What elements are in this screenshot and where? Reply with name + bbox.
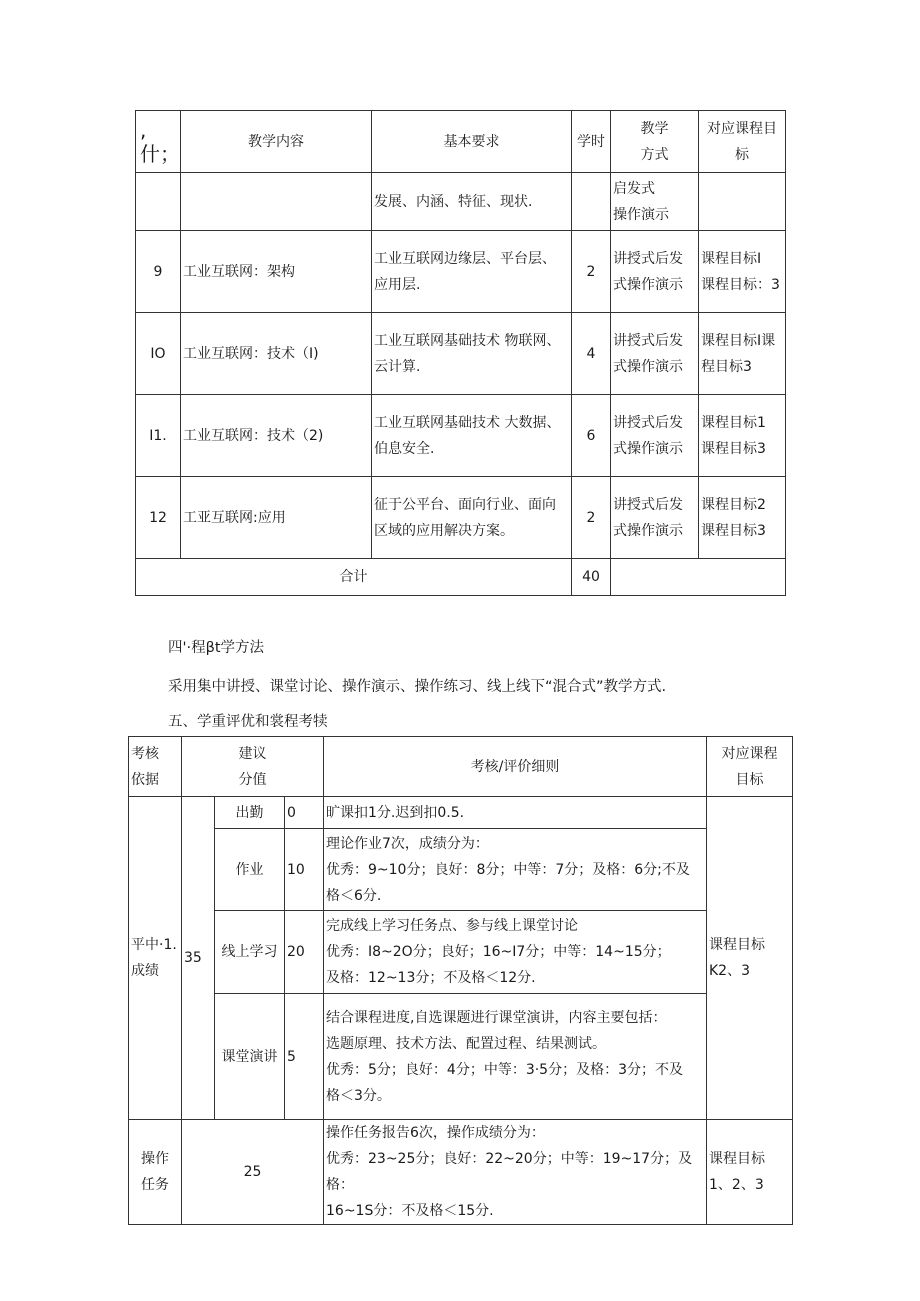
method-header: 教学 方式 (611, 111, 699, 173)
operation-score: 25 (182, 1120, 324, 1225)
table-row (136, 231, 786, 313)
teaching-content-table (135, 110, 786, 596)
total-hours: 40 (572, 559, 611, 596)
table-row (136, 173, 786, 231)
row-requirement: 工业互联网边缘层、平台层、 应用层. (372, 231, 572, 313)
table-row (129, 1120, 793, 1225)
row-goal: 课程目标I 课程目标：3 (699, 231, 786, 313)
row-requirement: 征于公平台、面向行业、面向 区域的应用解决方案。 (372, 477, 572, 559)
item-score: 10 (285, 829, 324, 911)
item-name: 线上学习 (215, 911, 285, 994)
row-content: 工业互联网：架构 (181, 231, 372, 313)
item-name: 出勤 (215, 797, 285, 829)
operation-goal: 课程目标 1、2、3 (707, 1120, 793, 1225)
row-hours: 6 (572, 395, 611, 477)
row-content: 工业互联网：技术（2) (181, 395, 372, 477)
row-goal: 课程目标2 课程目标3 (699, 477, 786, 559)
row-requirement: 工业互联网基础技术 物联网、 云计算. (372, 313, 572, 395)
item-name: 作业 (215, 829, 285, 911)
row-seq: I1. (136, 395, 181, 477)
goal-header: 对应课程 目标 (707, 737, 793, 797)
row-method: 讲授式后发 式操作演示 (611, 395, 699, 477)
row-goal: 课程目标I课 程目标3 (699, 313, 786, 395)
hours-header: 学时 (572, 111, 611, 173)
item-rule: 结合课程进度,自选课题进行课堂演讲，内容主要包括： 选题原理、技术方法、配置过程、结果测试。 优秀：5分；良好：4分；中等：3·5分；及格：3分；不及 格＜3分。 (324, 994, 707, 1120)
table-row (136, 395, 786, 477)
item-rule: 理论作业7次，成绩分为： 优秀：9~10分；良好：8分；中等：7分；及格：6分;不及 格＜6分. (324, 829, 707, 911)
regular-score-basis: 平中·1. 成绩 (129, 797, 182, 1120)
goal-header: 对应课程目 标 (699, 111, 786, 173)
row-content: 工业互联网：技术（I) (181, 313, 372, 395)
table-row (136, 477, 786, 559)
table-header-row (136, 111, 786, 173)
total-label: 合计 (136, 559, 572, 596)
rule-header: 考核/评价细则 (324, 737, 707, 797)
row-content (181, 173, 372, 231)
row-seq: 12 (136, 477, 181, 559)
row-hours (572, 173, 611, 231)
item-rule: 完成线上学习任务点、参与线上课堂讨论 优秀：I8~2O分；良好；16~I7分；中等：14~15分； 及格：12~13分；不及格＜12分. (324, 911, 707, 994)
assessment-table (128, 736, 793, 1225)
row-method: 讲授式后发 式操作演示 (611, 477, 699, 559)
total-row (136, 559, 786, 596)
table-header-row (129, 737, 793, 797)
row-hours: 2 (572, 477, 611, 559)
row-hours: 4 (572, 313, 611, 395)
item-score: 0 (285, 797, 324, 829)
item-name: 课堂演讲 (215, 994, 285, 1120)
requirement-header: 基本要求 (372, 111, 572, 173)
row-method: 讲授式后发 式操作演示 (611, 231, 699, 313)
item-score: 5 (285, 994, 324, 1120)
table-row (136, 313, 786, 395)
table-row (129, 911, 793, 994)
row-method: 启发式 操作演示 (611, 173, 699, 231)
row-hours: 2 (572, 231, 611, 313)
regular-score-goal: 课程目标 K2、3 (707, 797, 793, 1120)
row-requirement: 工业互联网基础技术 大数据、 伯息安全. (372, 395, 572, 477)
row-goal (699, 173, 786, 231)
total-empty (611, 559, 786, 596)
seq-header: , 什； (136, 111, 181, 173)
basis-header: 考核 依据 (129, 737, 182, 797)
section5-heading: 五、学重评优和裳程考犊 (168, 714, 328, 730)
operation-basis: 操作 任务 (129, 1120, 182, 1225)
table-row (129, 994, 793, 1120)
content-header: 教学内容 (181, 111, 372, 173)
section4-body: 采用集中讲授、课堂讨论、操作演示、操作练习、线上线下“混合式”教学方式. (168, 679, 667, 695)
row-seq: IO (136, 313, 181, 395)
item-rule: 旷课扣1分.迟到扣0.5. (324, 797, 707, 829)
operation-rule: 操作任务报告6次，操作成绩分为： 优秀：23~25分；良好：22~20分；中等：19~17分；及格： 16~1S分：不及格＜15分. (324, 1120, 707, 1225)
table-row (129, 797, 793, 829)
item-score: 20 (285, 911, 324, 994)
row-seq (136, 173, 181, 231)
section4-heading: 四'·程βt学方法 (168, 640, 265, 656)
row-method: 讲授式后发 式操作演示 (611, 313, 699, 395)
row-goal: 课程目标1 课程目标3 (699, 395, 786, 477)
row-content: 工亚互联网:应用 (181, 477, 372, 559)
row-requirement: 发展、内涵、特征、现状. (372, 173, 572, 231)
table-row (129, 829, 793, 911)
regular-score-total: 35 (182, 797, 215, 1120)
row-seq: 9 (136, 231, 181, 313)
score-header: 建议 分值 (182, 737, 324, 797)
